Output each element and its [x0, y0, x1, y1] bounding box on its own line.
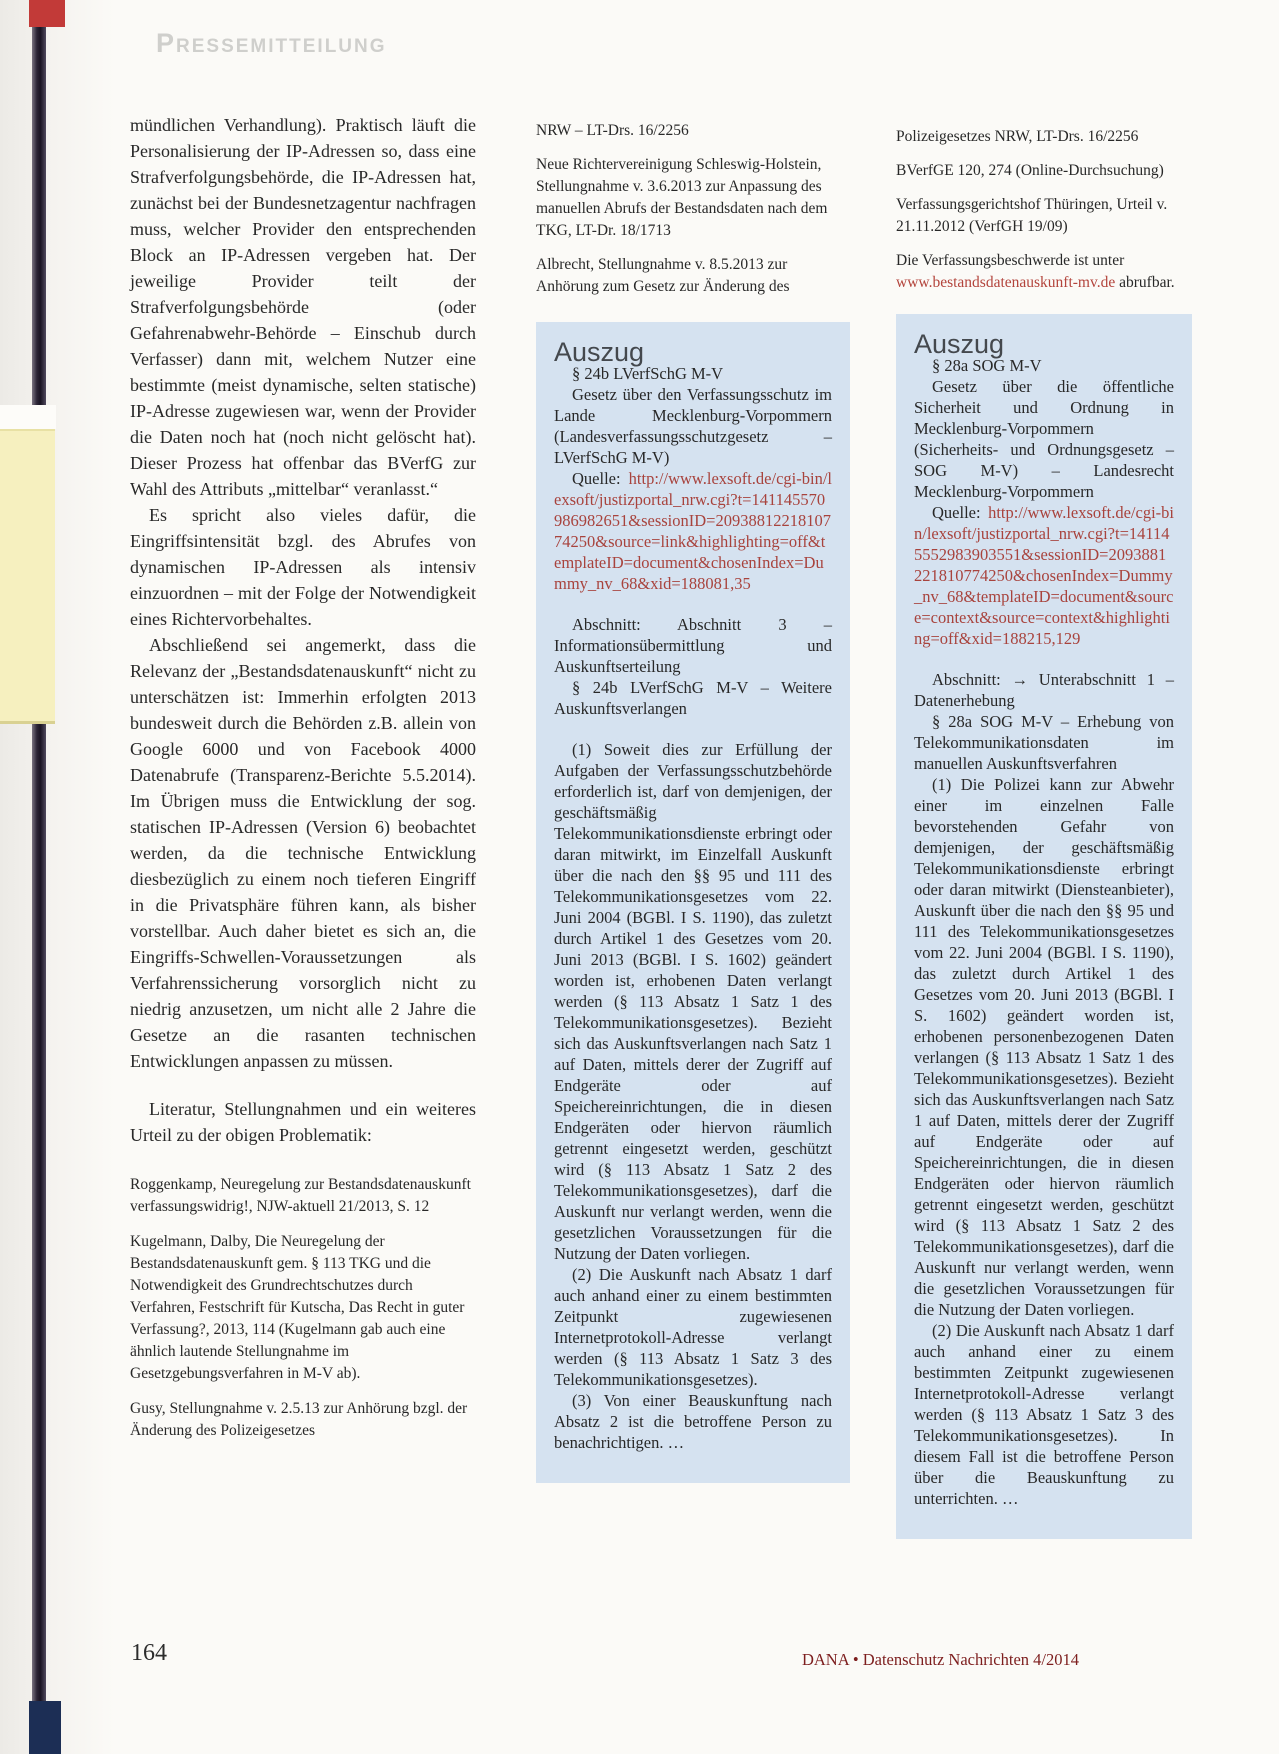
paragraph: Abschließend sei angemerkt, dass die Relevanz der „Bestandsdatenauskunft“ nicht zu unterschätzen ist: Immerhin erfolgten 2013 bundesweit durch die Behörden z.B. allein von Google 6000 und von Facebook 4000 Datenabrufe (Transparenz-Berichte 5.5.2014). Im Übrigen muss die Entwicklung der sog. statischen IP-Adressen (Version 6) beobachtet werden, da die technische Entwicklung diesbezüglich zu einem noch tieferen Eingriff in die Privatsphäre führen kann, als bisher vorstellbar. Auch daher bietet es sich an, die Eingriffs-Schwellen-Voraussetzungen als Verfahrenssicherung vorsorglich nicht zu niedrig anzusetzen, um nicht alle 2 Jahre die Gesetze an die rasanten technischen Entwicklungen anpassen zu müssen.	[130, 635, 476, 1071]
absatz-2: (2) Die Auskunft nach Absatz 1 darf auch anhand einer zu einem bestimmten Zeitpunkt zugewiesenen Internetprotokoll-Adresse verlangt werden (§ 113 Absatz 1 Satz 3 des Telekommunikationsgesetzes). In diesem Fall ist die betroffene Person über die Beauskunftung zu unterrichten. …	[914, 1321, 1174, 1508]
reference-item: Neue Richtervereinigung Schleswig-Holstein, Stellungnahme v. 3.6.2013 zur Anpassung des manuellen Abrufs der Bestandsdaten nach dem TKG, LT-Dr. 18/1713	[536, 156, 828, 239]
source-line	[914, 502, 1174, 649]
source-label: Quelle:	[932, 503, 989, 522]
auszug-box-sog	[896, 314, 1192, 1539]
binding-gutter-shadow	[0, 0, 130, 1754]
reference-item: Polizeigesetzes NRW, LT-Drs. 16/2256	[896, 128, 1139, 145]
reference-item: Albrecht, Stellungnahme v. 8.5.2013 zur Anhörung zum Gesetz zur Änderung des	[536, 256, 790, 295]
abschnitt-line: Abschnitt: → Unterabschnitt 1 – Datenerhebung	[914, 670, 1174, 710]
column-3	[896, 112, 1192, 1539]
absatz-1: (1) Die Polizei kann zur Abwehr einer im einzelnen Falle bevorstehenden Gefahr von demjenigen, der geschäftsmäßig Telekommunikationsdienste erbringt oder daran mitwirkt (Diensteanbieter), Auskunft über die nach den §§ 95 und 111 des Telekommunikationsgesetzes vom 22. Juni 2004 (BGBl. I S. 1190), das zuletzt durch Artikel 1 des Gesetzes vom 20. Juni 2013 (BGBl. I S. 1602) geändert worden ist, erhobenen personenbezogenen Daten verlangen (§ 113 Absatz 1 Satz 1 des Telekommunikationsgesetzes). Bezieht sich das Auskunftsverlangen nach Satz 1 auf Daten, mittels derer der Zugriff auf Endgeräte oder auf Speichereinrichtungen, die in diesen Endgeräten oder hiervon räumlich getrennt eingesetzt werden, geschützt wird (§ 113 Absatz 1 Satz 2 des Telekommunikationsgesetzes), darf die Auskunft nur verlangt werden, wenn die gesetzlichen Voraussetzungen für die Nutzung der Daten vorliegen.	[914, 775, 1174, 1319]
blue-page-edge-marker	[29, 1701, 61, 1754]
reference-item: BVerfGE 120, 274 (Online-Durchsuchung)	[896, 162, 1164, 179]
paragraph-heading: § 28a SOG M-V – Erhebung von Telekommunikationsdaten im manuellen Auskunftsverfahren	[914, 712, 1174, 773]
page-number: 164	[131, 1640, 167, 1666]
reference-item: Gusy, Stellungnahme v. 2.5.13 zur Anhörung bzgl. der Änderung des Polizeigesetzes	[130, 1400, 468, 1439]
paragraph-heading: § 24b LVerfSchG M-V – Weitere Auskunftsverlangen	[554, 678, 832, 718]
paragraph: mündlichen Verhandlung). Praktisch läuft die Personalisierung der IP-Adressen so, dass eine Strafverfolgungsbehörde, die IP-Adressen hat, zunächst bei der Bundesnetzagentur nachfragen muss, welcher Provider den entsprechenden Block an IP-Adressen vergeben hat. Der jeweilige Provider teilt der Strafverfolgungsbehörde (oder Gefahrenabwehr-Behörde – Einschub durch Verfasser) dann mit, welchem Nutzer eine bestimmte (meist dynamische, selten statische) IP-Adresse zugewiesen war, wenn der Provider die Daten noch hat (noch nicht gelöscht hat). Dieser Prozess hat offenbar das BVerfG zur Wahl des Attributs „mittelbar“ veranlasst.“	[130, 115, 476, 499]
paragraph: Es spricht also vieles dafür, die Eingriffsintensität bzgl. des Abrufes von dynamischen IP-Adressen als intensiv einzuordnen – mit der Folge der Notwendigkeit eines Richtervorbehaltes.	[130, 505, 476, 629]
auszug-title: Auszug	[914, 329, 1005, 359]
column-1	[130, 112, 476, 1539]
absatz-2: (2) Die Auskunft nach Absatz 1 darf auch anhand einer zu einem bestimmten Zeitpunkt zugewiesenen Internetprotokoll-Adresse verlangt werden (§ 113 Absatz 1 Satz 3 des Telekommunikationsgesetzes).	[554, 1265, 832, 1389]
sticky-tab-notch	[0, 405, 56, 429]
complaint-link-sentence	[896, 250, 1192, 294]
column-2-references	[536, 112, 850, 298]
law-heading: § 28a SOG M-V	[932, 356, 1042, 375]
law-subtitle: Gesetz über den Verfassungsschutz im Lande Mecklenburg-Vorpommern (Landesverfassungsschutzgesetz – LVerfSchG M-V)	[554, 385, 832, 467]
red-page-edge-marker	[29, 0, 65, 27]
link-sentence-after: abrufbar.	[1115, 274, 1175, 291]
paragraph: Literatur, Stellungnahmen und ein weiteres Urteil zu der obigen Problematik:	[130, 1099, 476, 1145]
section-kicker: Pressemitteilung	[156, 28, 387, 58]
column-2	[536, 112, 850, 1539]
literature-references	[130, 1174, 476, 1442]
reference-item: Roggenkamp, Neuregelung zur Bestandsdatenauskunft verfassungswidrig!, NJW-aktuell 21/2013, S. 12	[130, 1176, 471, 1215]
web-link: www.bestandsdatenauskunft-mv.de	[896, 274, 1116, 291]
source-url: http://www.lexsoft.de/cgi-bin/lexsoft/justizportal_nrw.cgi?t=141145570986982651&sessionID=2093881221810774250&source=link&highlighting=off&templateID=document&chosenIndex=Dummy_nv_68&xid=188081,35	[554, 469, 832, 593]
three-column-layout	[130, 112, 1192, 1539]
absatz-1: (1) Soweit dies zur Erfüllung der Aufgaben der Verfassungsschutzbehörde erforderlich ist, darf von demjenigen, der geschäftsmäßig Telekommunikationsdienste erbringt oder daran mitwirkt, im Einzelfall Auskunft über die nach den §§ 95 und 111 des Telekommunikationsgesetzes vom 22. Juni 2004 (BGBl. I S. 1190), das zuletzt durch Artikel 1 des Gesetzes vom 20. Juni 2013 (BGBl. I S. 1602) geändert worden ist, erhobenen Daten verlangt werden (§ 113 Absatz 1 Satz 1 des Telekommunikationsgesetzes). Bezieht sich das Auskunftsverlangen nach Satz 1 auf Daten, mittels derer der Zugriff auf Endgeräte oder auf Speichereinrichtungen, die in diesen Endgeräten oder hiervon räumlich getrennt eingesetzt werden, geschützt wird (§ 113 Absatz 1 Satz 2 des Telekommunikationsgesetzes), darf die Auskunft nur verlangt werden, wenn die gesetzlichen Voraussetzungen für die Nutzung der Daten vorliegen.	[554, 740, 832, 1263]
source-line	[554, 468, 832, 594]
law-subtitle: Gesetz über die öffentliche Sicherheit und Ordnung in Mecklenburg-Vorpommern (Sicherheits- und Ordnungsgesetz – SOG M-V) – Landesrecht Mecklenburg-Vorpommern	[914, 377, 1174, 501]
book-spine-shadow	[32, 0, 46, 1754]
reference-item: Kugelmann, Dalby, Die Neuregelung der Bestandsdatenauskunft gem. § 113 TKG und die Notwendigkeit des Grundrechtschutzes durch Verfahren, Festschrift für Kutscha, Das Recht in guter Verfassung?, 2013, 114 (Kugelmann gab auch eine ähnlich lautende Stellungnahme im Gesetzgebungsverfahren in M-V ab).	[130, 1233, 465, 1382]
auszug-title: Auszug	[554, 337, 645, 367]
yellow-sticky-tab	[0, 429, 55, 724]
auszug-box-lverfschg	[536, 322, 850, 1483]
source-label: Quelle:	[572, 469, 629, 488]
absatz-3: (3) Von einer Beauskunftung nach Absatz 2 ist die betroffene Person zu benachrichtigen. …	[554, 1391, 832, 1452]
abschnitt-line: Abschnitt: Abschnitt 3 – Informationsübermittlung und Auskunftserteilung	[554, 615, 832, 676]
law-heading: § 24b LVerfSchG M-V	[572, 364, 724, 383]
source-url: http://www.lexsoft.de/cgi-bin/lexsoft/justizportal_nrw.cgi?t=141145552983903551&sessionID=2093881221810774250&chosenIndex=Dummy_nv_68&templateID=document&source=context&source=context&highlighting=off&xid=188215,129	[914, 503, 1174, 648]
reference-item: Verfassungsgerichtshof Thüringen, Urteil v. 21.11.2012 (VerfGH 19/09)	[896, 196, 1168, 235]
journal-footer: DANA • Datenschutz Nachrichten 4/2014	[801, 1650, 1079, 1669]
column-3-references	[896, 112, 1192, 294]
reference-item: NRW – LT-Drs. 16/2256	[536, 122, 689, 139]
link-sentence-before: Die Verfassungsbeschwerde ist unter	[896, 252, 1125, 269]
